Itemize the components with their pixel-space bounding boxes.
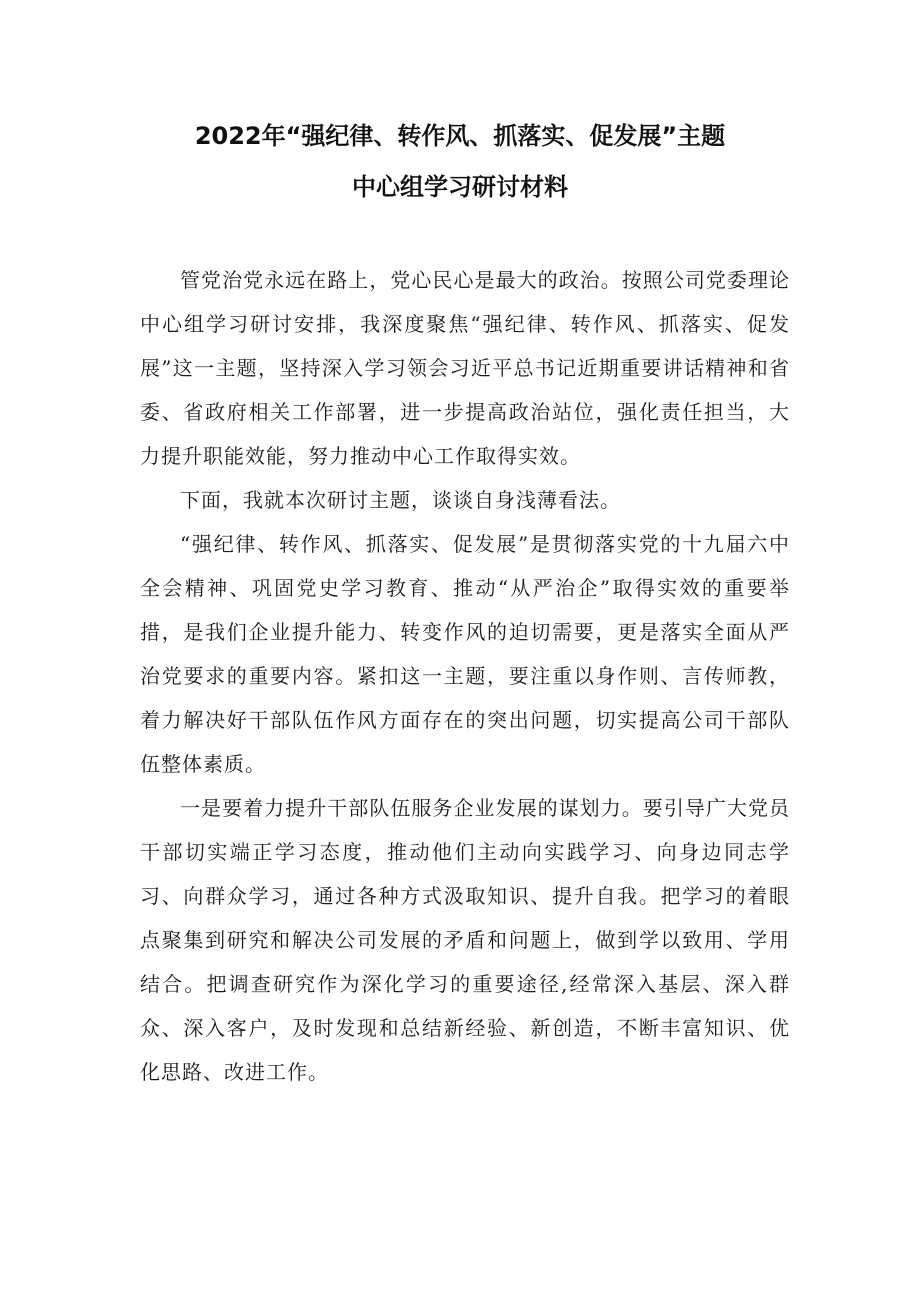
paragraph-transition: 下面，我就本次研讨主题，谈谈自身浅薄看法。 <box>180 488 621 512</box>
document-body <box>140 258 790 1094</box>
paragraph-theme-significance: “强纪律、转作风、抓落实、促发展”是贯彻落实党的十九届六中全会精神、巩固党史学习教育、推动“从严治企”取得实效的重要举措，是我们企业提升能力、转变作风的迫切需要，更是落实全面从严治党要求的重要内容。紧扣这一主题，要注重以身作则、言传师教，着力解决好干部队伍作风方面存在的突出问题，切实提高公司干部队伍整体素质。 <box>140 532 790 776</box>
document-title-line-1: 2022年“强纪律、转作风、抓落实、促发展”主题 <box>194 122 726 150</box>
paragraph-intro: 管党治党永远在路上，党心民心是最大的政治。按照公司党委理论中心组学习研讨安排，我深度聚焦“强纪律、转作风、抓落实、促发展”这一主题，坚持深入学习领会习近平总书记近期重要讲话精神和省委、省政府相关工作部署，进一步提高政治站位，强化责任担当，大力提升职能效能，努力推动中心工作取得实效。 <box>140 268 790 468</box>
document-title-line-2: 中心组学习研讨材料 <box>352 173 568 201</box>
paragraph-point-one: 一是要着力提升干部队伍服务企业发展的谋划力。要引导广大党员干部切实端正学习态度，推动他们主动向实践学习、向身边同志学习、向群众学习，通过各种方式汲取知识、提升自我。把学习的着眼点聚集到研究和解决公司发展的矛盾和问题上，做到学以致用、学用结合。把调查研究作为深化学习的重要途径,经常深入基层、深入群众、深入客户，及时发现和总结新经验、新创造，不断丰富知识、优化思路、改进工作。 <box>140 796 790 1084</box>
